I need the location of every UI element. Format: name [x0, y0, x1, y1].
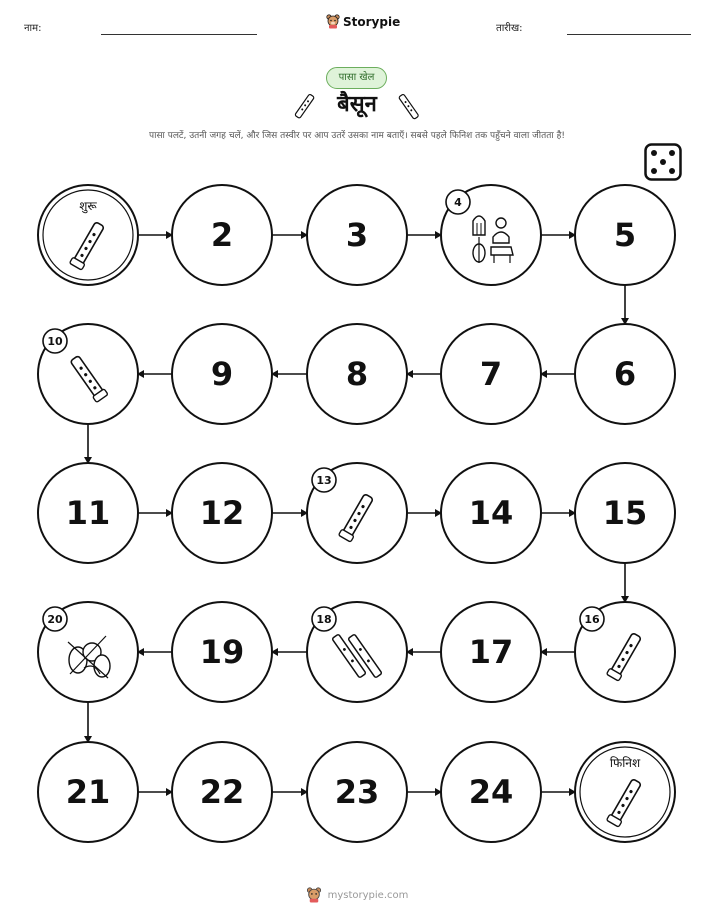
- start-label: शुरू: [79, 199, 97, 213]
- board-space-13: [307, 463, 407, 563]
- game-type-badge: पासा खेल: [326, 67, 387, 89]
- board-space-2: [172, 185, 272, 285]
- footer-url[interactable]: mystorypie.com: [327, 889, 409, 901]
- space-number: 4: [454, 196, 462, 209]
- space-number: 24: [468, 773, 514, 811]
- space-number: 19: [199, 633, 245, 671]
- board-space-14: [441, 463, 541, 563]
- board-space-25: [575, 742, 675, 842]
- space-number: 17: [468, 633, 514, 671]
- space-number: 11: [65, 494, 111, 532]
- page-title: बैसून: [337, 92, 377, 117]
- board-space-20: [38, 602, 138, 702]
- board-space-22: [172, 742, 272, 842]
- bear-mascot-icon: [306, 887, 322, 903]
- board-space-23: [307, 742, 407, 842]
- space-number: 16: [584, 613, 600, 626]
- space-number: 5: [613, 216, 637, 254]
- space-number: 21: [65, 773, 111, 811]
- brand-name: Storypie: [343, 14, 401, 29]
- board-space-1: [38, 185, 138, 285]
- space-number: 6: [613, 355, 637, 393]
- space-number: 3: [345, 216, 369, 254]
- board-space-24: [441, 742, 541, 842]
- board-space-5: [575, 185, 675, 285]
- space-number: 9: [210, 355, 234, 393]
- board-space-7: [441, 324, 541, 424]
- board-space-21: [38, 742, 138, 842]
- name-label: नाम:: [24, 23, 42, 34]
- board-space-3: [307, 185, 407, 285]
- finish-label: फिनिश: [609, 756, 641, 770]
- board-space-19: [172, 602, 272, 702]
- space-number: 22: [199, 773, 245, 811]
- board-space-8: [307, 324, 407, 424]
- board-space-12: [172, 463, 272, 563]
- space-number: 8: [345, 355, 369, 393]
- space-number: 2: [210, 216, 234, 254]
- board-space-16: [575, 602, 675, 702]
- board-space-15: [575, 463, 675, 563]
- instructions: पासा पलटें, उतनी जगह चलें, और जिस तस्वीर पर आप उतरें उसका नाम बताएँ। सबसे पहले फिनिश तक पहुँचने वाला जीतता है!: [149, 131, 565, 141]
- board-space-17: [441, 602, 541, 702]
- space-number: 7: [479, 355, 503, 393]
- space-number: 15: [602, 494, 648, 532]
- space-number: 12: [199, 494, 245, 532]
- board-space-6: [575, 324, 675, 424]
- date-label: तारीख:: [496, 23, 523, 34]
- board-space-11: [38, 463, 138, 563]
- board-space-9: [172, 324, 272, 424]
- board-space-4: [441, 185, 541, 285]
- space-number: 13: [316, 474, 332, 487]
- board-space-10: [38, 324, 138, 424]
- footer: [0, 887, 714, 903]
- space-number: 20: [47, 613, 63, 626]
- space-number: 18: [316, 613, 332, 626]
- space-number: 23: [334, 773, 380, 811]
- space-number: 10: [47, 335, 63, 348]
- space-number: 14: [468, 494, 514, 532]
- board-space-18: [307, 602, 407, 702]
